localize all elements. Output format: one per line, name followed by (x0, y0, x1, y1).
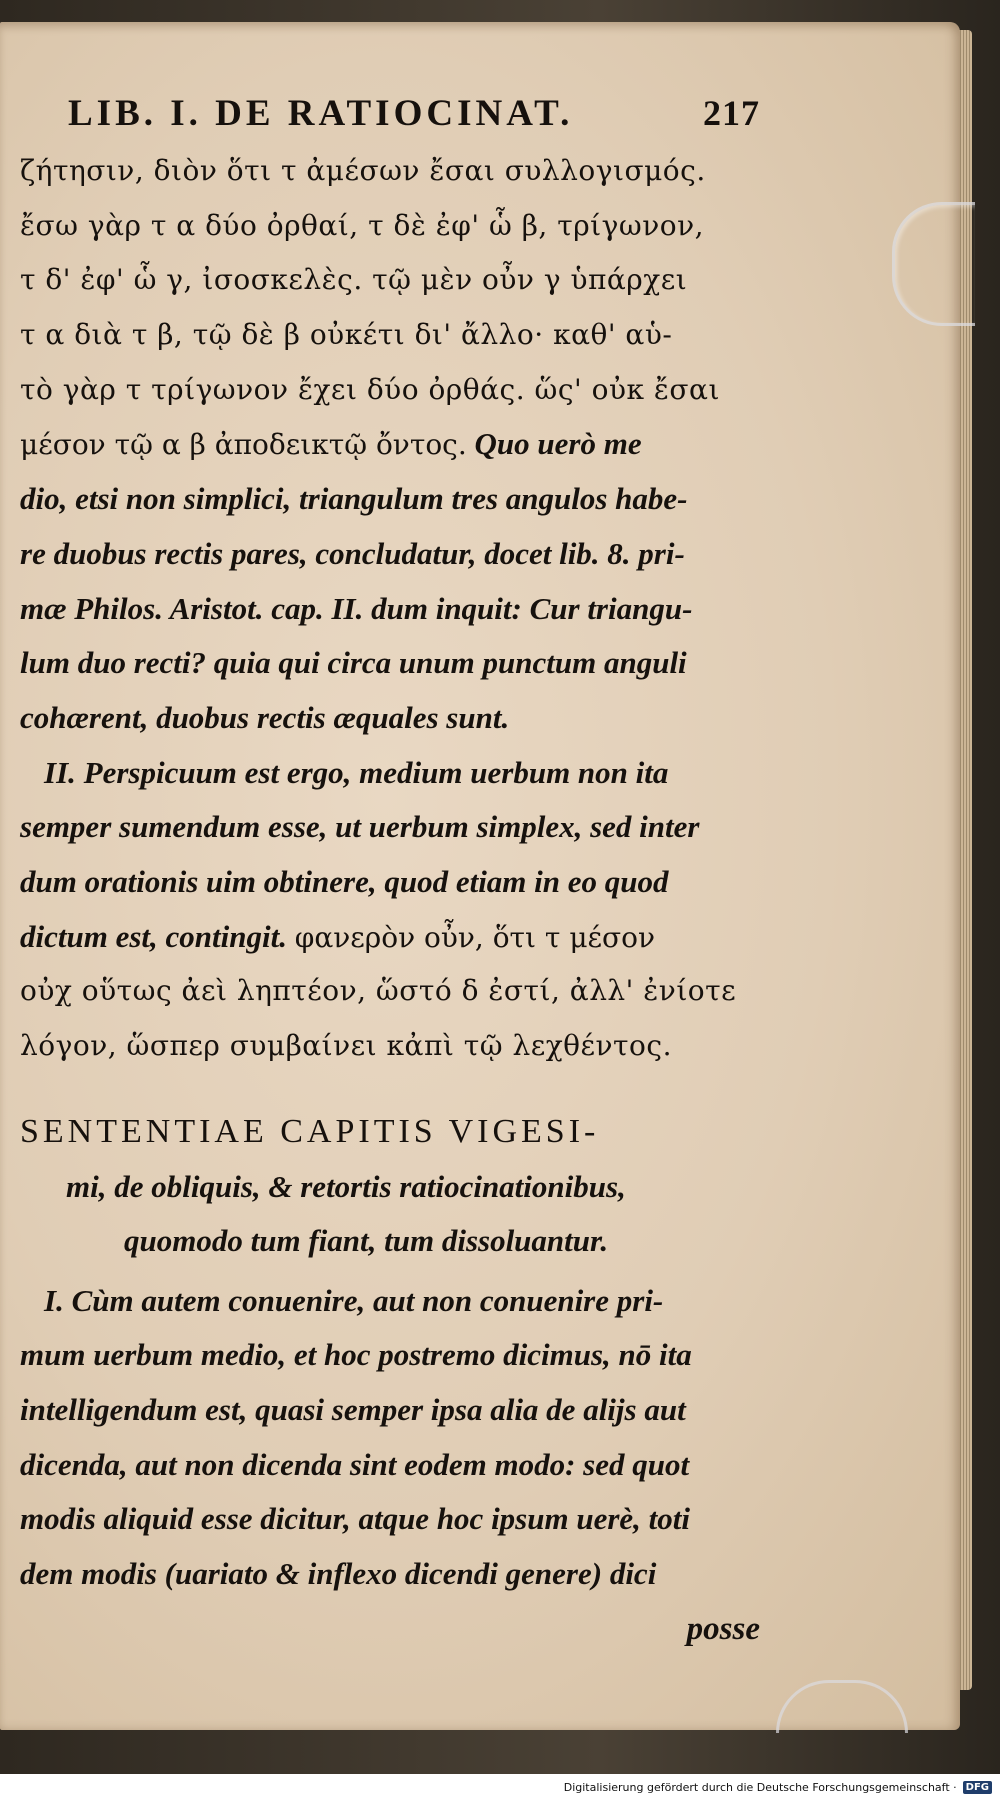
text-line: re duobus rectis pares, concludatur, docet lib. 8. pri- (20, 535, 685, 571)
greek-segment: φανερὸν οὖν, ὅτι τ μέσον (294, 920, 656, 954)
dfg-logo-icon: DFG (963, 1781, 992, 1794)
footer-credit: Digitalisierung gefördert durch die Deutsche Forschungsgemeinschaft · (563, 1780, 957, 1794)
running-title: LIB. I. DE RATIOCINAT. (68, 93, 574, 134)
text-line: lum duo recti? quia qui circa unum punctum anguli (20, 645, 687, 681)
text-line: τ α διὰ τ β, τῷ δὲ β οὐκέτι δι' ἄλλο· καθ' αὑ- (20, 318, 673, 352)
section-subtitle-line-1: mi, de obliquis, & retortis ratiocinationibus, (66, 1168, 626, 1204)
text-line: dicenda, aut non dicenda sint eodem modo: sed quot (20, 1446, 690, 1482)
section-subtitle-line-2: quomodo tum fiant, tum dissoluantur. (124, 1222, 609, 1258)
text-line: II. Perspicuum est ergo, medium uerbum non ita (44, 754, 669, 790)
text-line: τ δ' ἐφ' ὧ γ, ἰσοσκελὲς. τῷ μὲν οὖν γ ὑπάρχει (20, 263, 688, 297)
text-line: intelligendum est, quasi semper ipsa alia de alijs aut (20, 1392, 686, 1428)
page-text (20, 92, 760, 1656)
text-line (20, 910, 760, 965)
text-line: I. Cùm autem conuenire, aut non conuenire pri- (44, 1282, 664, 1318)
section-gap (20, 1074, 760, 1104)
text-line: dio, etsi non simplici, triangulum tres angulos habe- (20, 481, 688, 517)
section-text (20, 1274, 760, 1602)
text-line (20, 417, 760, 472)
page-clip-right (892, 202, 975, 326)
text-line: modis aliquid esse dicitur, atque hoc ipsum uerè, toti (20, 1501, 691, 1537)
text-line: semper sumendum esse, ut uerbum simplex, sed inter (20, 809, 700, 845)
text-line: mæ Philos. Aristot. cap. II. dum inquit: Cur triangu- (20, 590, 693, 626)
text-line: dum orationis uim obtinere, quod etiam in eo quod (20, 863, 669, 899)
greek-segment: μέσον τῷ α β ἀποδεικτῷ ὄντος. (20, 428, 467, 462)
text-line: τὸ γὰρ τ τρίγωνον ἔχει δύο ὀρθάς. ὥς' οὐκ ἔσαι (20, 372, 720, 406)
section-title: SENTENTIAE CAPITIS VIGESI- (20, 1112, 600, 1150)
folio-number: 217 (703, 93, 760, 133)
digitization-footer (0, 1774, 1000, 1800)
catchword: posse (686, 1610, 760, 1647)
body-text (20, 144, 760, 1074)
text-line: dem modis (uariato & inflexo dicendi genere) dici (20, 1556, 657, 1592)
latin-segment: Quo uerò me (474, 426, 642, 462)
text-line: λόγον, ὥσπερ συμβαίνει κἀπὶ τῷ λεχθέντος. (20, 1029, 672, 1062)
text-line: cohærent, duobus rectis æquales sunt. (20, 699, 510, 735)
text-line: ἔσω γὰρ τ α δύο ὀρθαί, τ δὲ ἐφ' ὧ β, τρίγωνον, (20, 208, 704, 242)
latin-segment: dictum est, contingit. (20, 918, 287, 954)
text-line: ζήτησιν, διὸν ὅτι τ ἀμέσων ἔσαι συλλογισμός. (20, 154, 706, 187)
running-header (20, 92, 760, 144)
text-line: mum uerbum medio, et hoc postremo dicimus, nō ita (20, 1337, 692, 1373)
text-line: οὐχ οὕτως ἀεὶ ληπτέον, ὥστό δ ἐστί, ἀλλ' ἐνίοτε (20, 974, 737, 1008)
